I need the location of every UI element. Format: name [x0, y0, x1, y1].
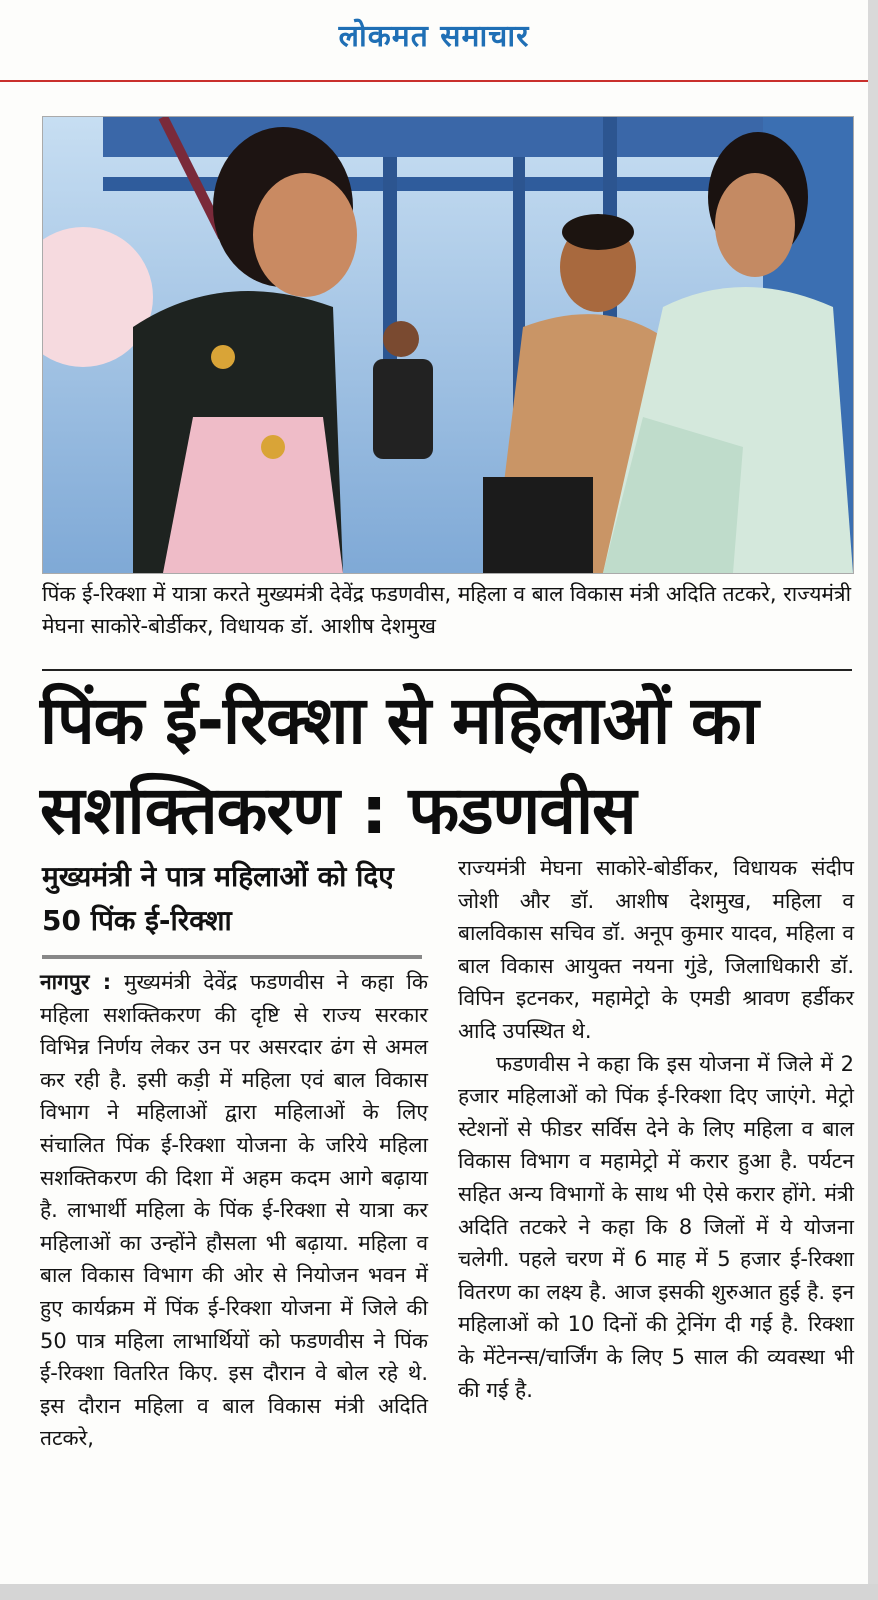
newspaper-masthead: लोकमत समाचार — [338, 19, 530, 54]
article-paragraph: फडणवीस ने कहा कि इस योजना में जिले में 2 हजार महिलाओं को पिंक ई-रिक्शा दिए जाएंगे. मेट्रो स्टेशनों से फीडर सर्विस देने के लिए महिला व बाल विकास विभाग व महामेट्रो में करार हुआ है. पर्यटन सहित अन्य विभागों के साथ भी ऐसे करार होंगे. मंत्री अदिति तटकरे ने कहा कि 8 जिलों में ये योजना चलेगी. पहले चरण में 6 माह में 5 हजार ई-रिक्शा वितरण का लक्ष्य है. आज इसकी शुरुआत हुई है. इन महिलाओं को 10 दिनों की ट्रेनिंग दी गई है. रिक्शा के मेंटेनन्स/चार्जिंग के लिए 5 साल की व्यवस्था भी की गई है. — [458, 1051, 854, 1402]
page-edge-bottom — [0, 1584, 878, 1600]
subheadline: मुख्यमंत्री ने पात्र महिलाओं को दिए 50 पिंक ई-रिक्शा — [42, 860, 394, 937]
photo-caption: पिंक ई-रिक्शा में यात्रा करते मुख्यमंत्री देवेंद्र फडणवीस, महिला व बाल विकास मंत्री अदिति तटकरे, राज्यमंत्री मेघना साकोरे-बोर्डीकर, विधायक डॉ. आशीष देशमुख — [42, 582, 852, 638]
photo-of-pink-e-rickshaw-passengers-icon — [43, 117, 853, 573]
article-column-right — [458, 852, 854, 1406]
article-body-left: मुख्यमंत्री देवेंद्र फडणवीस ने कहा कि महिला सशक्तिकरण की दृष्टि से राज्य सरकार विभिन्न निर्णय लेकर उन पर असरदार ढंग से अमल कर रही है. इसी कड़ी में महिला एवं बाल विकास विभाग ने महिलाओं द्वारा महिलाओं के लिए संचालित पिंक ई-रिक्शा योजना के जरिये महिला सशक्तिकरण की दिशा में अहम कदम आगे बढ़ाया है. लाभार्थी महिला के पिंक ई-रिक्शा से यात्रा कर महिलाओं का उन्होंने हौसला भी बढ़ाया. महिला व बाल विकास विभाग की ओर से नियोजन भवन में हुए कार्यक्रम में पिंक ई-रिक्शा योजना में जिले की 50 पात्र महिला लाभार्थियों को फडणवीस ने पिंक ई-रिक्शा वितरित किए. इस दौरान वे बोल रहे थे. इस दौरान महिला व बाल विकास मंत्री अदिति तटकरे, — [40, 970, 428, 1451]
dateline: नागपुर : — [40, 970, 112, 994]
news-photo — [42, 116, 854, 574]
headline: पिंक ई-रिक्शा से महिलाओं का सशक्तिकरण : फडणवीस — [40, 682, 758, 849]
page-edge-right — [868, 0, 878, 1600]
caption-divider — [42, 669, 852, 671]
article-paragraph: राज्यमंत्री मेघना साकोरे-बोर्डीकर, विधायक संदीप जोशी और डॉ. आशीष देशमुख, महिला व बालविकास सचिव डॉ. अनूप कुमार यादव, महिला व बाल विकास आयुक्त नयना गुंडे, जिलाधिकारी डॉ. विपिन इटनकर, महामेट्रो के एमडी श्रावण हर्डीकर आदि उपस्थित थे. — [458, 856, 854, 1043]
subheadline-divider — [42, 955, 422, 959]
masthead-divider — [0, 80, 868, 82]
article-column-left — [40, 966, 428, 1455]
